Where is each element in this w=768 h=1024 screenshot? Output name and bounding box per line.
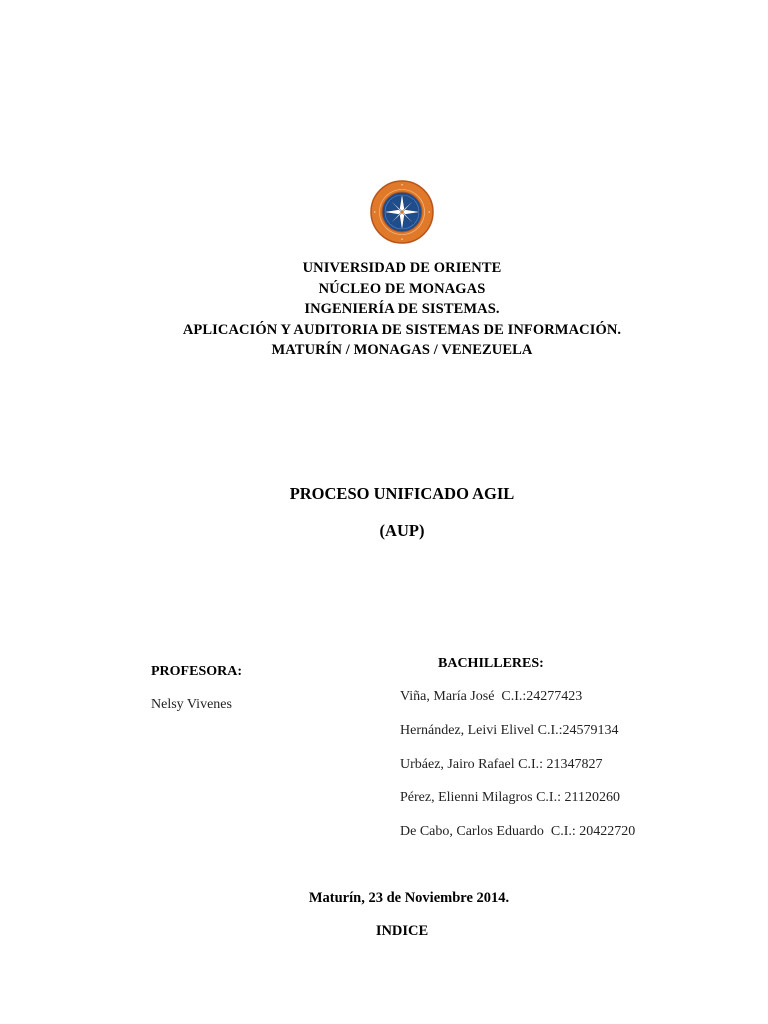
bachiller-item: Urbáez, Jairo Rafael C.I.: 21347827 <box>400 756 603 772</box>
profesora-label: PROFESORA: <box>151 664 242 679</box>
bachiller-item: Viña, María José C.I.:24277423 <box>400 689 583 704</box>
bachiller-item: Hernández, Leivi Elivel C.I.:24579134 <box>400 722 619 738</box>
header-line-university: UNIVERSIDAD DE ORIENTE <box>302 260 502 276</box>
document-title-abbreviation: (AUP) <box>379 521 425 540</box>
header-line-nucleus: NÚCLEO DE MONAGAS <box>318 280 486 297</box>
header-line-course: APLICACIÓN Y AUDITORIA DE SISTEMAS DE INFORMACIÓN. <box>182 321 622 338</box>
header-line-department: INGENIERÍA DE SISTEMAS. <box>304 301 500 318</box>
profesora-name: Nelsy Vivenes <box>151 697 232 712</box>
document-title: PROCESO UNIFICADO AGIL <box>289 484 515 503</box>
document-date: Maturín, 23 de Noviembre 2014. <box>308 890 510 906</box>
header-line-location: MATURÍN / MONAGAS / VENEZUELA <box>271 342 533 359</box>
institution-header <box>0 258 768 361</box>
bachiller-item: Pérez, Elienni Milagros C.I.: 21120260 <box>400 790 620 806</box>
bachilleres-list <box>400 689 635 858</box>
bachiller-item: De Cabo, Carlos Eduardo C.I.: 20422720 <box>400 824 636 840</box>
university-seal-logo <box>370 180 434 244</box>
bachilleres-label: BACHILLERES: <box>438 656 544 671</box>
index-heading: INDICE <box>375 923 429 939</box>
